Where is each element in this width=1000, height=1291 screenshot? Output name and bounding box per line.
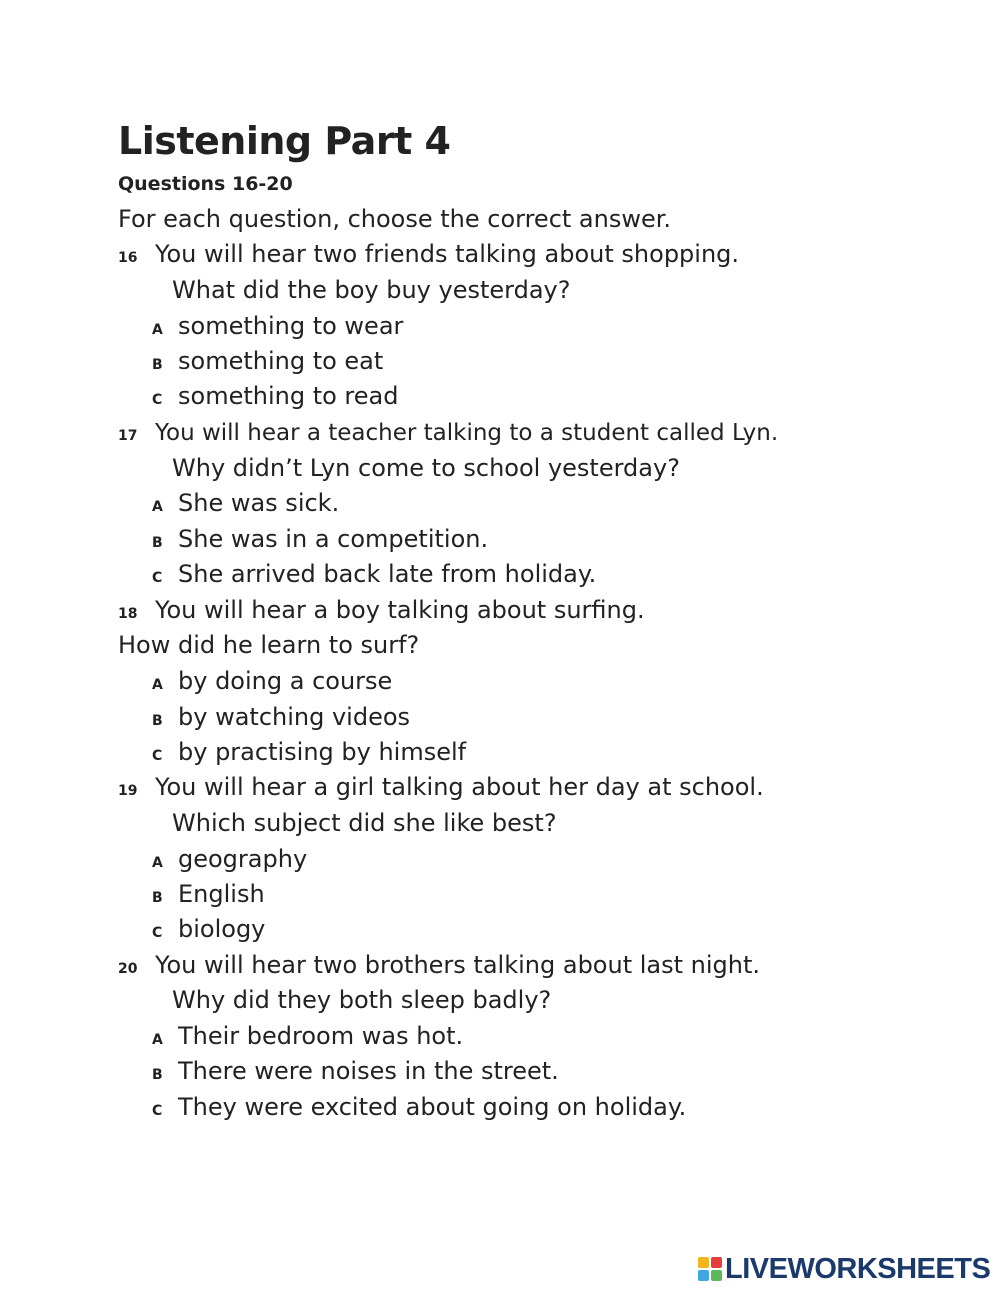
- option-letter: B: [152, 357, 163, 373]
- option-text: something to read: [178, 382, 399, 410]
- logo-text: LIVEWORKSHEETS: [725, 1252, 991, 1285]
- option-letter: A: [152, 1032, 163, 1048]
- option-text: by practising by himself: [178, 738, 467, 766]
- option-19-b[interactable]: [152, 877, 265, 911]
- option-text: by watching videos: [178, 703, 411, 731]
- option-18-a[interactable]: [152, 664, 392, 698]
- logo-block: [711, 1270, 722, 1281]
- option-letter: C: [152, 392, 163, 408]
- question-number: 17: [118, 428, 138, 444]
- question-19-prompt: [118, 770, 764, 804]
- option-20-b[interactable]: [152, 1054, 559, 1088]
- option-17-c[interactable]: [152, 557, 596, 591]
- logo-block: [698, 1257, 709, 1268]
- option-text: She arrived back late from holiday.: [178, 560, 597, 588]
- option-letter: C: [152, 1103, 163, 1119]
- prompt-text: You will hear a girl talking about her day at school.: [155, 773, 764, 801]
- option-19-a[interactable]: [152, 842, 307, 876]
- option-letter: A: [152, 499, 163, 515]
- question-18-text: How did he learn to surf?: [118, 631, 420, 659]
- option-text: She was sick.: [178, 489, 340, 517]
- logo-blocks-icon: [698, 1257, 722, 1281]
- option-text: There were noises in the street.: [178, 1057, 559, 1085]
- question-16-text: What did the boy buy yesterday?: [172, 276, 571, 304]
- option-text: something to wear: [178, 312, 404, 340]
- prompt-text: You will hear two friends talking about shopping.: [155, 240, 740, 268]
- option-17-b[interactable]: [152, 522, 488, 556]
- logo-block: [711, 1257, 722, 1268]
- option-text: Their bedroom was hot.: [178, 1022, 464, 1050]
- question-20-prompt: [118, 948, 760, 982]
- option-text: geography: [178, 845, 308, 873]
- option-letter: B: [152, 713, 163, 729]
- logo-block: [698, 1270, 709, 1281]
- option-letter: A: [152, 855, 163, 871]
- option-20-a[interactable]: [152, 1019, 463, 1053]
- question-20-text: Why did they both sleep badly?: [172, 986, 552, 1014]
- prompt-text: You will hear two brothers talking about last night.: [155, 951, 761, 979]
- option-20-c[interactable]: [152, 1090, 686, 1124]
- option-text: She was in a competition.: [178, 525, 489, 553]
- question-17-text: Why didn’t Lyn come to school yesterday?: [172, 454, 680, 482]
- page-title: Listening Part 4: [118, 119, 451, 163]
- question-18-prompt: [118, 593, 645, 627]
- question-17-prompt: [118, 415, 778, 449]
- option-16-c[interactable]: [152, 379, 398, 413]
- question-19-text: Which subject did she like best?: [172, 809, 557, 837]
- option-letter: B: [152, 1067, 163, 1083]
- option-text: something to eat: [178, 347, 384, 375]
- prompt-text: You will hear a teacher talking to a student called Lyn.: [155, 420, 779, 446]
- question-number: 18: [118, 606, 138, 622]
- option-letter: B: [152, 535, 163, 551]
- question-number: 20: [118, 961, 138, 977]
- option-letter: C: [152, 570, 163, 586]
- option-18-c[interactable]: [152, 735, 466, 769]
- option-letter: C: [152, 748, 163, 764]
- question-number: 19: [118, 783, 138, 799]
- option-letter: C: [152, 925, 163, 941]
- option-letter: B: [152, 890, 163, 906]
- option-text: They were excited about going on holiday.: [178, 1093, 687, 1121]
- option-18-b[interactable]: [152, 700, 410, 734]
- option-text: English: [178, 880, 265, 908]
- option-16-a[interactable]: [152, 309, 403, 343]
- option-letter: A: [152, 322, 163, 338]
- instruction: For each question, choose the correct answer.: [118, 205, 672, 233]
- option-text: biology: [178, 915, 266, 943]
- liveworksheets-logo[interactable]: [698, 1252, 990, 1286]
- prompt-text: You will hear a boy talking about surfing.: [155, 596, 645, 624]
- option-16-b[interactable]: [152, 344, 383, 378]
- option-19-c[interactable]: [152, 912, 265, 946]
- option-text: by doing a course: [178, 667, 393, 695]
- question-number: 16: [118, 250, 138, 266]
- question-16-prompt: [118, 237, 739, 271]
- option-letter: A: [152, 677, 163, 693]
- option-17-a[interactable]: [152, 486, 339, 520]
- questions-range: Questions 16-20: [118, 173, 293, 195]
